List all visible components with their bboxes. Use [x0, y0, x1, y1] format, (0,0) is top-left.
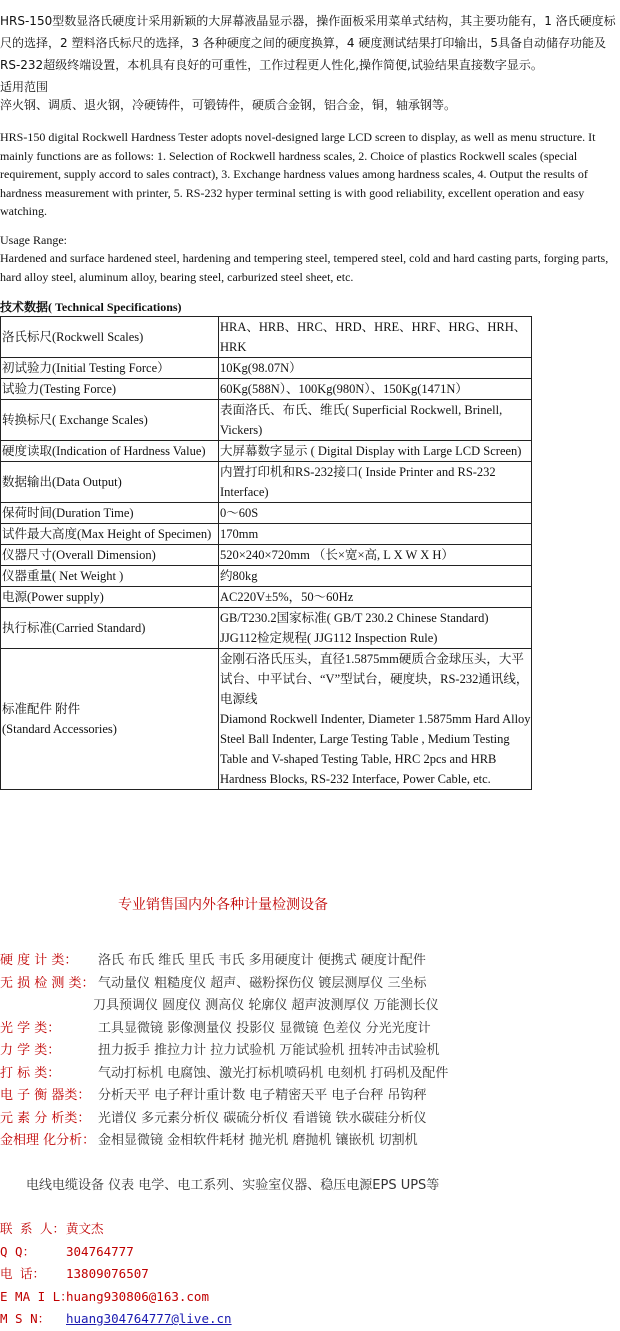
spec-value: 内置打印机和RS-232接口( Inside Printer and RS-232 Interface): [219, 462, 532, 503]
list-item: [0, 1063, 620, 1086]
spec-value: 表面洛氏、布氏、维氏( Superficial Rockwell, Brinell, Vickers): [219, 400, 532, 441]
spec-value: 520×240×720mm （长×宽×高, L X W X H）: [219, 545, 532, 566]
spec-value: 10Kg(98.07N）: [219, 358, 532, 379]
spec-value: 170mm: [219, 524, 532, 545]
spec-key: 电源(Power supply): [1, 587, 219, 608]
category-label: 元 素 分 析类：: [0, 1110, 91, 1126]
list-item: [0, 1085, 620, 1108]
spec-key-line: 标准配件 附件: [2, 702, 81, 716]
category-label: 力 学 类：: [0, 1043, 61, 1058]
intro-chinese: HRS-150型数显洛氏硬度计采用新颖的大屏幕液晶显示器，操作面板采用菜单式结构，其主要功能有，1 洛氏硬度标尺的选择，2 塑料洛氏标尺的选择，3 各种硬度之间的硬度换算，4 硬度测试结果打印输出，5具备自动储存功能及RS-232超级终端设置，本机具有良好的可重性，工作过程更人性化,操作简便,试验结果直接数字显示。: [0, 14, 616, 72]
contact-row: [0, 1308, 232, 1331]
spec-value-line: JJG112检定规程( JJG112 Inspection Rule): [220, 631, 438, 645]
category-text: 扭力扳手 推拉力计 拉力试验机 万能试验机 扭转冲击试验机: [98, 1043, 440, 1058]
contact-phone: 13809076507: [66, 1266, 149, 1281]
usage-range-en-heading: Usage Range:: [0, 233, 67, 247]
table-row: [1, 608, 532, 649]
table-row: [1, 317, 532, 358]
table-row: [1, 545, 532, 566]
spec-key: 执行标准(Carried Standard): [1, 608, 219, 649]
category-label: 金相理 化分析：: [0, 1133, 96, 1148]
spec-value: 0～60S: [219, 503, 532, 524]
usage-range-en-text: Hardened and surface hardened steel, hardening and tempering steel, tempered steel, cold and hard casting parts, forging parts, hard alloy steel, aluminum alloy, bearing steel, carburized steel sheet, etc.: [0, 251, 609, 284]
list-item: [0, 973, 620, 996]
spec-value-line: 金刚石洛氏压头，直径1.5875mm硬质合金球压头，大平试台、中平试台、“V”型试台，硬度块，RS-232通讯线，电源线: [220, 652, 529, 706]
list-item: [0, 1040, 620, 1063]
table-row: [1, 379, 532, 400]
spec-value-line: GB/T230.2国家标准( GB/T 230.2 Chinese Standard): [220, 611, 489, 625]
list-item: [0, 950, 620, 973]
category-text: 工具显微镜 影像测量仪 投影仪 显微镜 色差仪 分光光度计: [98, 1020, 431, 1036]
list-item: [0, 1018, 620, 1041]
category-label: 光 学 类：: [0, 1020, 61, 1036]
table-row: [1, 358, 532, 379]
spec-value-line: Diamond Rockwell Indenter, Diameter 1.5875mm Hard Alloy Steel Ball Indenter, Large Testing Table , Medium Testing Table and V-shaped Testing Table, HRC 2pcs and HRB Hardness Blocks, RS-232 Interface, Power Cable, etc.: [220, 712, 531, 786]
table-row: [1, 441, 532, 462]
contact-label: Q Q：: [0, 1243, 36, 1259]
category-label: 电 子 衡 器类：: [0, 1088, 91, 1103]
spec-value: AC220V±5%，50～60Hz: [219, 587, 532, 608]
spec-value: HRA、HRB、HRC、HRD、HRE、HRF、HRG、HRH、HRK: [219, 317, 532, 358]
contact-label: E MA I L：: [0, 1288, 73, 1304]
contact-label: 联 系 人：: [0, 1221, 66, 1236]
spec-key: 仪器重量( Net Weight ): [1, 566, 219, 587]
category-text: 气动打标机 电腐蚀、激光打标机喷码机 电刻机 打码机及配件: [98, 1065, 449, 1081]
category-text: 分析天平 电子秤计重计数 电子精密天平 电子台秤 吊钩秤: [98, 1088, 427, 1103]
contact-row: [0, 1218, 232, 1241]
contact-msn-link[interactable]: huang304764777@live.cn: [66, 1311, 232, 1326]
contact-email: huang930806@163.com: [66, 1288, 209, 1304]
contact-block: [0, 1218, 232, 1331]
category-text: 气动量仪 粗糙度仪 超声、磁粉探伤仪 镀层测厚仪 三坐标: [98, 975, 427, 991]
table-row: [1, 649, 532, 790]
spec-value: 约80kg: [219, 566, 532, 587]
category-text: 洛氏 布氏 维氏 里氏 韦氏 多用硬度计 便携式 硬度计配件: [98, 953, 426, 968]
contact-label: M S N：: [0, 1311, 51, 1326]
cable-equipment-line: 电线电缆设备 仪表 电学、电工系列、实验室仪器、稳压电源EPS UPS等: [26, 1178, 440, 1193]
contact-label: 电 话：: [0, 1266, 46, 1281]
list-item: [0, 1130, 620, 1153]
spec-key: 数据输出(Data Output): [1, 462, 219, 503]
usage-range-cn-heading: 适用范围: [0, 80, 49, 94]
table-row: [1, 400, 532, 441]
table-row: [1, 566, 532, 587]
spec-table: [0, 316, 532, 790]
table-row: [1, 524, 532, 545]
category-label: 无 损 检 测 类：: [0, 975, 95, 991]
contact-row: [0, 1241, 232, 1264]
usage-range-cn-text: 淬火钢、调质、退火钢，冷硬铸件，可锻铸件，硬质合金钢，铝合金，铜，轴承钢等。: [0, 98, 457, 112]
spec-key: 洛氏标尺(Rockwell Scales): [1, 317, 219, 358]
list-item: [0, 995, 620, 1018]
category-text: 刀具预调仪 圆度仪 测高仪 轮廓仪 超声波测厚仪 万能测长仪: [93, 998, 439, 1013]
spec-value: [219, 608, 532, 649]
spec-key: 初试验力(Initial Testing Force）: [1, 358, 219, 379]
spec-key: 试件最大高度(Max Height of Specimen): [1, 524, 219, 545]
spec-section-title: 技术数据( Technical Specifications): [0, 300, 182, 314]
spec-value: [219, 649, 532, 790]
table-row: [1, 462, 532, 503]
contact-row: [0, 1263, 232, 1286]
category-label: 打 标 类：: [0, 1065, 61, 1081]
category-text: 光谱仪 多元素分析仪 碳硫分析仪 看谱镜 铁水碳硅分析仪: [98, 1110, 427, 1126]
spec-key-line: (Standard Accessories): [2, 722, 117, 736]
spec-key: 转换标尺( Exchange Scales): [1, 400, 219, 441]
spec-key: 保荷时间(Duration Time): [1, 503, 219, 524]
contact-name: 黄文杰: [66, 1221, 104, 1236]
spec-key: 试验力(Testing Force): [1, 379, 219, 400]
sales-slogan: 专业销售国内外各种计量检测设备: [118, 897, 328, 913]
table-row: [1, 503, 532, 524]
spec-value: 60Kg(588N）、100Kg(980N）、150Kg(1471N）: [219, 379, 532, 400]
contact-row: [0, 1286, 232, 1309]
spec-key: [1, 649, 219, 790]
spec-key: 仪器尺寸(Overall Dimension): [1, 545, 219, 566]
category-label: 硬 度 计 类：: [0, 953, 78, 968]
spec-key: 硬度读取(Indication of Hardness Value): [1, 441, 219, 462]
spec-value: 大屏幕数字显示 ( Digital Display with Large LCD Screen): [219, 441, 532, 462]
table-row: [1, 587, 532, 608]
contact-qq: 304764777: [66, 1243, 134, 1259]
product-category-list: [0, 950, 620, 1153]
category-text: 金相显微镜 金相软件耗材 抛光机 磨抛机 镶嵌机 切割机: [98, 1133, 418, 1148]
list-item: [0, 1108, 620, 1131]
intro-english: HRS-150 digital Rockwell Hardness Tester adopts novel-designed large LCD screen to display, as well as menu structure. It mainly functions are as follows: 1. Selection of Rockwell hardness scales, 2. Choice of plastics Rockwell scales (special requirement, supply accord to sales contract), 3. Exchange hardness values among hardness scales, 4. Output the results of hardness measurement with printer, 5. RS-232 hyper terminal setting is with good reliability, excellent operation and easy watching.: [0, 130, 596, 218]
